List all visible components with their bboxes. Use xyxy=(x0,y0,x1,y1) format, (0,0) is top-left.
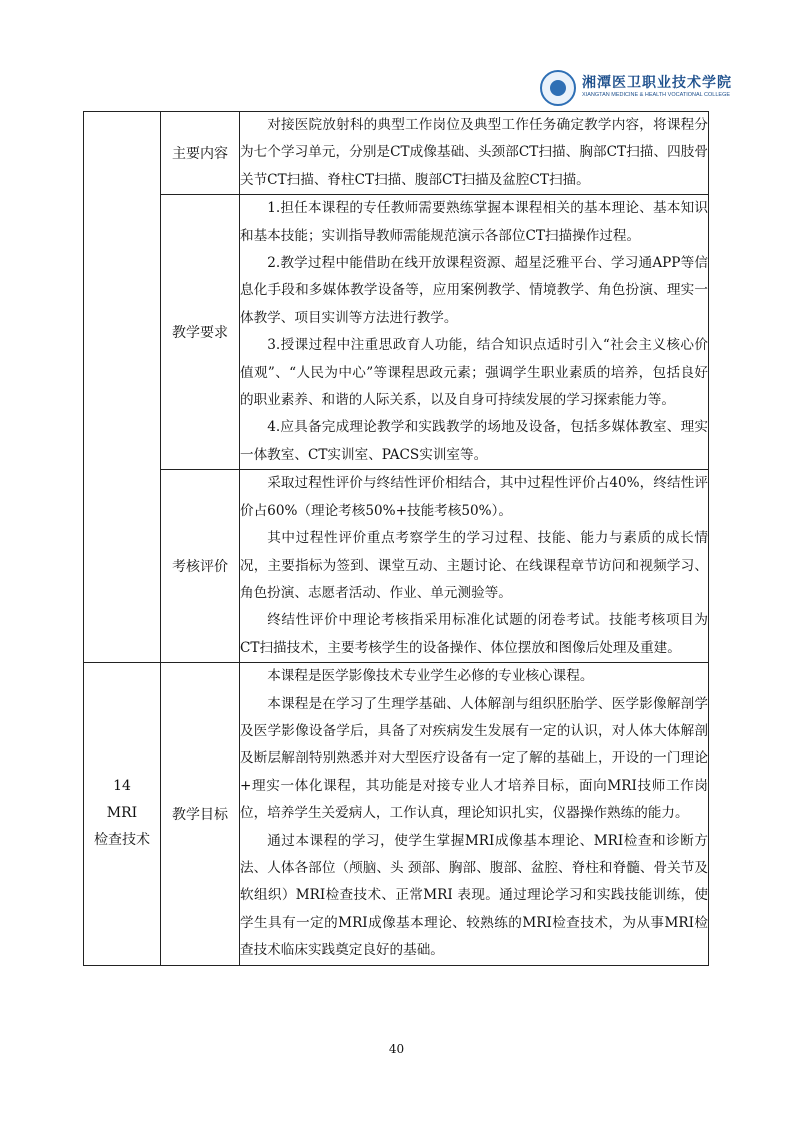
logo-english-name: XIANGTAN MEDICINE & HEALTH VOCATIONAL COLLEGE xyxy=(582,92,731,98)
course-number: 14 xyxy=(113,778,131,795)
college-emblem-icon xyxy=(540,70,576,106)
teaching-objectives-cell xyxy=(240,663,709,965)
table-row-course-14 xyxy=(84,663,709,965)
table-row-teaching-requirements xyxy=(84,195,709,470)
course-14-cell xyxy=(84,663,161,965)
paragraph: 采取过程性评价与终结性评价相结合，其中过程性评价占40%，终结性评价占60%（理论考核50%+技能考核50%）。 xyxy=(240,475,708,519)
row-label-main-content: 主要内容 xyxy=(161,112,240,195)
teaching-requirements-cell xyxy=(240,195,709,470)
page-number: 40 xyxy=(388,1042,405,1056)
paragraph: 3.授课过程中注重思政育人功能，结合知识点适时引入“社会主义核心价值观”、“人民为中心”等课程思政元素；强调学生职业素质的培养，包括良好的职业素养、和谐的人际关系，以及自身可持续发展的学习探索能力等。 xyxy=(240,337,708,409)
paragraph: 对接医院放射科的典型工作岗位及典型工作任务确定教学内容，将课程分为七个学习单元，分别是CT成像基础、头颈部CT扫描、胸部CT扫描、四肢骨关节CT扫描、脊柱CT扫描、腹部CT扫描及盆腔CT扫描。 xyxy=(240,117,708,188)
paragraph: 通过本课程的学习，使学生掌握MRI成像基本理论、MRI检查和诊断方法、人体各部位（颅脑、头 颈部、胸部、腹部、盆腔、脊柱和脊髓、骨关节及软组织）MRI检查技术、正常MRI 表现。通过理论学习和实践技能训练，使学生具有一定的MRI成像基本理论、较熟练的MRI检查技术，为从事MRI检查技术临床实践奠定良好的基础。 xyxy=(240,832,708,959)
table-row-main-content xyxy=(84,112,709,195)
paragraph: 终结性评价中理论考核指采用标准化试题的闭卷考试。技能考核项目为CT扫描技术，主要考核学生的设备操作、体位摆放和图像后处理及重建。 xyxy=(240,612,708,656)
course-name-line2: 检查技术 xyxy=(94,832,150,849)
paragraph: 2.教学过程中能借助在线开放课程资源、超星泛雅平台、学习通APP等信息化手段和多媒体教学设备等，应用案例教学、情境教学、角色扮演、理实一体教学、项目实训等方法进行教学。 xyxy=(240,255,708,326)
college-logo xyxy=(540,70,780,110)
row-label-teaching-requirements: 教学要求 xyxy=(161,195,240,470)
assessment-cell xyxy=(240,470,709,663)
paragraph: 本课程是医学影像技术专业学生必修的专业核心课程。 xyxy=(267,668,594,685)
paragraph: 本课程是在学习了生理学基础、人体解剖与组织胚胎学、医学影像解剖学及医学影像设备学后，具备了对疾病发生发展有一定的认识，对人体大体解剖及断层解剖特别熟悉并对大型医疗设备有一定了解的基础上，开设的一门理论+理实一体化课程，其功能是对接专业人才培养目标，面向MRI技师工作岗位，培养学生关爱病人，工作认真，理论知识扎实，仪器操作熟练的能力。 xyxy=(240,695,708,822)
main-content-cell xyxy=(240,112,709,195)
course-cell-empty xyxy=(84,112,161,663)
logo-chinese-name: 湘潭医卫职业技术学院 xyxy=(582,75,732,91)
course-name-line1: MRI xyxy=(106,805,138,822)
table-row-assessment xyxy=(84,470,709,663)
paragraph: 1.担任本课程的专任教师需要熟练掌握本课程相关的基本理论、基本知识和基本技能；实训指导教师需能规范演示各部位CT扫描操作过程。 xyxy=(240,200,708,244)
row-label-assessment: 考核评价 xyxy=(161,470,240,663)
paragraph: 4.应具备完成理论教学和实践教学的场地及设备，包括多媒体教室、理实一体教室、CT实训室、PACS实训室等。 xyxy=(240,419,708,463)
row-label-teaching-objectives: 教学目标 xyxy=(161,663,240,965)
course-table xyxy=(83,111,709,966)
paragraph: 其中过程性评价重点考察学生的学习过程、技能、能力与素质的成长情况，主要指标为签到、课堂互动、主题讨论、在线课程章节访问和视频学习、角色扮演、志愿者活动、作业、单元测验等。 xyxy=(240,530,708,601)
